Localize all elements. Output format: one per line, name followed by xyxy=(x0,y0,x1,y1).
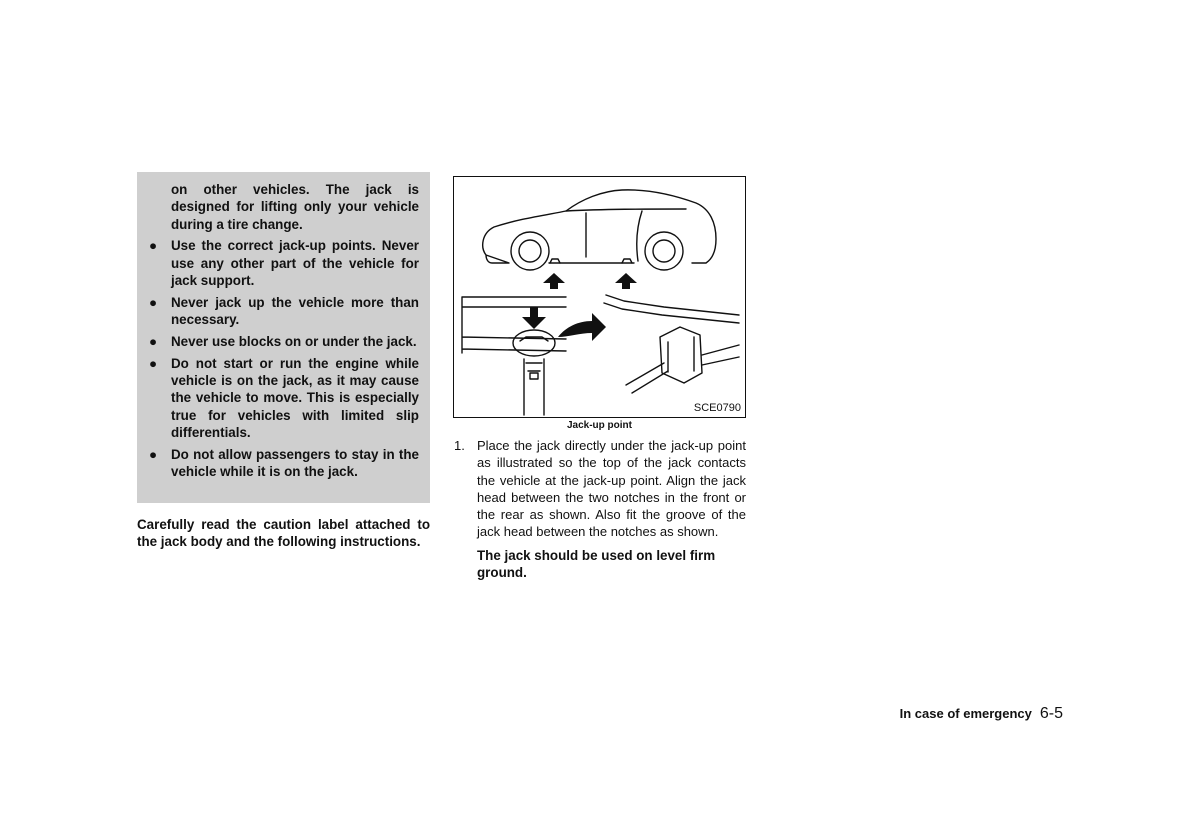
bullet-icon: ● xyxy=(149,355,158,371)
jack-handle xyxy=(626,345,739,393)
warning-item xyxy=(148,294,419,329)
warning-item-text: Do not start or run the engine while vehicle is on the jack, as it may cause the vehicle to move. This is especially true for vehicles with limited slip differentials. xyxy=(171,355,419,440)
step-note: The jack should be used on level firm ground. xyxy=(477,547,716,581)
page-footer xyxy=(900,705,1063,723)
step-item xyxy=(453,437,746,581)
warning-item-text: Never jack up the vehicle more than necessary. xyxy=(171,294,419,328)
jack-pad-ellipse xyxy=(513,330,555,356)
warning-item-text: Use the correct jack-up points. Never use any other part of the vehicle for jack support. xyxy=(171,238,419,288)
bullet-icon: ● xyxy=(149,238,158,254)
car-window-line xyxy=(566,209,686,211)
jack-head-detail xyxy=(660,327,702,383)
instruction-steps xyxy=(453,437,746,581)
arrow-curved-icon xyxy=(558,313,606,341)
footer-section-title: In case of emergency xyxy=(899,706,1032,721)
step-number: 1. xyxy=(454,438,465,453)
warning-box xyxy=(137,172,430,503)
warning-item-text: Do not allow passengers to stay in the vehicle while it is on the jack. xyxy=(171,446,419,479)
warning-continuation: on other vehicles. The jack is designed for lifting only your vehicle during a tire change. xyxy=(171,182,419,232)
intro-paragraph: Carefully read the caution label attached to the jack body and the following instructions. xyxy=(137,517,430,550)
jack-up-illustration xyxy=(454,177,744,416)
car-door-line xyxy=(586,211,642,261)
jack-up-figure xyxy=(453,176,746,418)
warning-item xyxy=(148,237,419,289)
bullet-icon: ● xyxy=(149,446,158,462)
car-front-wheel xyxy=(511,232,549,270)
arrow-down-icon xyxy=(522,307,546,329)
warning-item xyxy=(148,333,419,350)
rocker-panel-detail xyxy=(462,297,566,353)
step-text: Place the jack directly under the jack-up point as illustrated so the top of the jack contacts the vehicle at the jack-up point. Align the jack head between the two notches in the front or the rear as shown. Also fit the groove of the jack head between the notches as shown. xyxy=(477,438,746,540)
side-sill-detail xyxy=(604,295,739,323)
warning-item xyxy=(148,355,419,441)
figure-code: SCE0790 xyxy=(693,402,741,414)
warning-item xyxy=(148,446,419,481)
bullet-icon: ● xyxy=(149,333,158,349)
arrow-up-front-icon xyxy=(543,273,565,289)
car-rear-wheel xyxy=(645,232,683,270)
arrow-up-rear-icon xyxy=(615,273,637,289)
bullet-icon: ● xyxy=(149,294,158,310)
figure-caption: Jack-up point xyxy=(566,420,632,431)
warning-list xyxy=(148,237,419,480)
warning-item-text: Never use blocks on or under the jack. xyxy=(171,333,417,349)
jack-stand xyxy=(524,359,544,415)
page-number: 6-5 xyxy=(1039,705,1063,722)
car-body-outline xyxy=(483,190,716,263)
